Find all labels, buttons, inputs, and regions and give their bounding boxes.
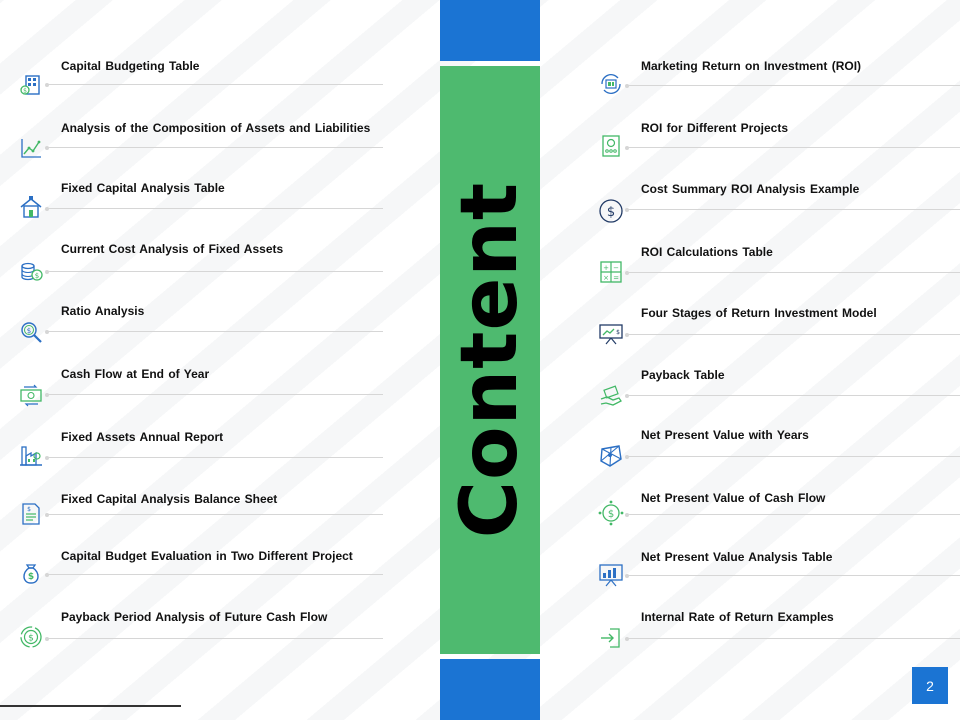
divider-line: [47, 457, 383, 458]
line-graph-icon: [18, 135, 44, 161]
agenda-item-label: Capital Budgeting Table: [61, 59, 200, 73]
divider-line: [627, 209, 960, 210]
divider-line: [627, 272, 960, 273]
divider-dot: [45, 330, 49, 334]
agenda-item-label: Fixed Capital Analysis Table: [61, 181, 225, 195]
agenda-item: [598, 428, 960, 488]
divider-line: [47, 147, 383, 148]
agenda-item: [18, 492, 383, 552]
agenda-item: [18, 121, 383, 181]
divider-dot: [625, 394, 629, 398]
divider-line: [627, 147, 960, 148]
divider-dot: [625, 574, 629, 578]
calculator-icon: [598, 259, 624, 285]
agenda-item: [18, 242, 383, 302]
bottom-blue-bar: [440, 659, 540, 720]
agenda-item: [598, 245, 960, 305]
divider-line: [47, 271, 383, 272]
agenda-item: [598, 610, 960, 670]
agenda-item: [18, 181, 383, 241]
divider-dot: [45, 513, 49, 517]
svg-text:$: $: [23, 87, 27, 95]
dollar-target-icon: [598, 500, 624, 526]
divider-dot: [45, 456, 49, 460]
agenda-item: [18, 549, 383, 609]
agenda-item: [18, 367, 383, 427]
house-icon: [18, 195, 44, 221]
agenda-item-label: Cost Summary ROI Analysis Example: [641, 182, 860, 196]
divider-line: [627, 638, 960, 639]
divider-dot: [45, 573, 49, 577]
divider-line: [47, 331, 383, 332]
svg-text:$: $: [606, 205, 616, 220]
agenda-item: [598, 491, 960, 551]
agenda-item-label: Analysis of the Composition of Assets and Liabilities: [61, 121, 371, 135]
agenda-item-label: Fixed Assets Annual Report: [61, 430, 224, 444]
login-arrow-icon: [598, 625, 624, 651]
agenda-item-label: Internal Rate of Return Examples: [641, 610, 834, 624]
divider-dot: [625, 637, 629, 641]
board-chart-icon: [598, 562, 624, 588]
divider-line: [627, 575, 960, 576]
title-container: [440, 66, 540, 654]
document-dollar-icon: [18, 501, 44, 527]
top-blue-bar: [440, 0, 540, 61]
divider-line: [47, 394, 383, 395]
agenda-item: [598, 368, 960, 428]
coin-stack-icon: [18, 258, 44, 284]
agenda-item-label: Current Cost Analysis of Fixed Assets: [61, 242, 284, 256]
agenda-item: [18, 430, 383, 490]
agenda-item-label: Payback Period Analysis of Future Cash Flow: [61, 610, 328, 624]
presentation-chart-icon: [598, 321, 624, 347]
divider-dot: [625, 84, 629, 88]
agenda-item: [598, 121, 960, 181]
svg-text:×: ×: [603, 274, 609, 282]
network-icon: [598, 443, 624, 469]
divider-line: [627, 85, 960, 86]
divider-dot: [45, 393, 49, 397]
divider-dot: [45, 146, 49, 150]
divider-dot: [625, 455, 629, 459]
divider-line: [47, 208, 383, 209]
agenda-item: [18, 304, 383, 364]
divider-line: [47, 84, 383, 85]
agenda-item-label: Marketing Return on Investment (ROI): [641, 59, 862, 73]
magnifier-dollar-icon: [18, 319, 44, 345]
money-refresh-icon: [598, 71, 624, 97]
agenda-item-label: Cash Flow at End of Year: [61, 367, 210, 381]
footer-rule: [0, 705, 181, 707]
divider-dot: [45, 207, 49, 211]
divider-dot: [45, 270, 49, 274]
divider-line: [627, 514, 960, 515]
divider-dot: [625, 271, 629, 275]
divider-line: [627, 456, 960, 457]
divider-dot: [625, 208, 629, 212]
page-number: 2: [912, 667, 948, 704]
svg-text:$: $: [34, 272, 40, 280]
divider-dot: [625, 513, 629, 517]
agenda-item-label: Fixed Capital Analysis Balance Sheet: [61, 492, 278, 506]
banknote-cycle-icon: [18, 382, 44, 408]
divider-dot: [45, 83, 49, 87]
divider-line: [627, 334, 960, 335]
agenda-item: [18, 59, 383, 119]
agenda-item: [598, 306, 960, 366]
svg-text:=: =: [613, 274, 619, 282]
agenda-item-label: Ratio Analysis: [61, 304, 145, 318]
agenda-item-label: Payback Table: [641, 368, 725, 382]
svg-text:$: $: [28, 633, 34, 644]
agenda-item-label: ROI for Different Projects: [641, 121, 789, 135]
agenda-item-label: Four Stages of Return Investment Model: [641, 306, 877, 320]
agenda-item-label: Net Present Value with Years: [641, 428, 809, 442]
divider-dot: [625, 333, 629, 337]
agenda-item-label: ROI Calculations Table: [641, 245, 773, 259]
agenda-item-label: Capital Budget Evaluation in Two Different Project: [61, 549, 353, 563]
factory-icon: [18, 443, 44, 469]
svg-text:$: $: [616, 329, 620, 336]
agenda-item: [598, 59, 960, 119]
building-calculator-icon: [18, 72, 44, 98]
dollar-cycle-icon: [18, 624, 44, 650]
agenda-item-label: Net Present Value Analysis Table: [641, 550, 833, 564]
divider-line: [47, 514, 383, 515]
svg-text:−: −: [613, 264, 619, 272]
agenda-item-label: Net Present Value of Cash Flow: [641, 491, 826, 505]
svg-text:$: $: [27, 506, 31, 513]
money-bag-icon: [18, 560, 44, 586]
agenda-item: [598, 550, 960, 610]
dollar-circle-icon: [598, 198, 624, 224]
document-settings-icon: [598, 133, 624, 159]
svg-text:$: $: [607, 509, 615, 520]
divider-dot: [625, 146, 629, 150]
agenda-item: [598, 182, 960, 242]
hand-money-icon: [598, 383, 624, 409]
divider-line: [47, 574, 383, 575]
svg-text:+: +: [603, 264, 609, 272]
agenda-item: [18, 610, 383, 670]
svg-text:$: $: [26, 327, 32, 335]
divider-dot: [45, 637, 49, 641]
divider-line: [47, 638, 383, 639]
page-title: Content: [445, 181, 535, 539]
divider-line: [627, 395, 960, 396]
svg-text:$: $: [27, 572, 35, 582]
